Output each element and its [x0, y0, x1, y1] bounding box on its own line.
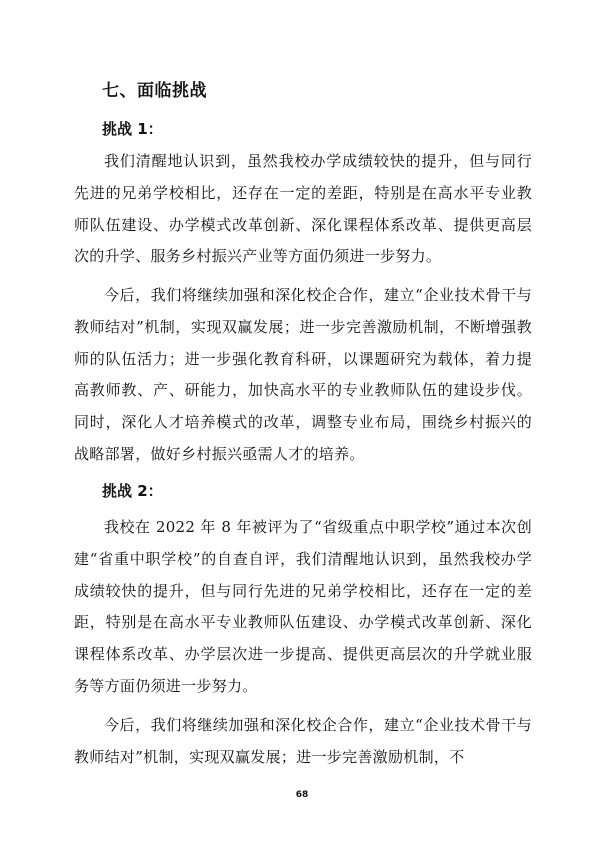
page-number: 68 — [295, 790, 309, 800]
challenge-1-paragraph-2: 今后，我们将继续加强和深化校企合作，建立“企业技术骨干与教师结对”机制，实现双赢发展；进一步完善激励机制，不断增强教师的队伍活力；进一步强化教育科研，以课题研究为载体，着力提高教师教、产、研能力，加快高水平的专业教师队伍的建设步伐。同时，深化人才培养模式的改革，调整专业布局，围绕乡村振兴的战略部署，做好乡村振兴亟需人才的培养。 — [74, 286, 532, 463]
section-title: 七、面临挑战 — [102, 81, 207, 101]
challenge-1-paragraph-1: 我们清醒地认识到，虽然我校办学成绩较快的提升，但与同行先进的兄弟学校相比，还存在一定的差距，特别是在高水平专业教师队伍建设、办学模式改革创新、深化课程体系改革、提供更高层次的升学、服务乡村振兴产业等方面仍须进一步努力。 — [74, 152, 532, 266]
challenge-2-paragraph-1: 我校在 2022 年 8 年被评为了“省级重点中职学校”通过本次创建“省重中职学校”的自查自评，我们清醒地认识到，虽然我校办学成绩较快的提升，但与同行先进的兄弟学校相比，还存在一定的差距，特别是在高水平专业教师队伍建设、办学模式改革创新、深化课程体系改革、办学层次进一步提高、提供更高层次的升学就业服务等方面仍须进一步努力。 — [74, 518, 532, 695]
challenge-2-paragraph-2: 今后，我们将继续加强和深化校企合作，建立“企业技术骨干与教师结对”机制，实现双赢发展；进一步完善激励机制，不 — [74, 716, 532, 766]
challenge-1-heading: 挑战 1： — [102, 120, 163, 138]
challenge-2-heading: 挑战 2： — [102, 482, 163, 500]
